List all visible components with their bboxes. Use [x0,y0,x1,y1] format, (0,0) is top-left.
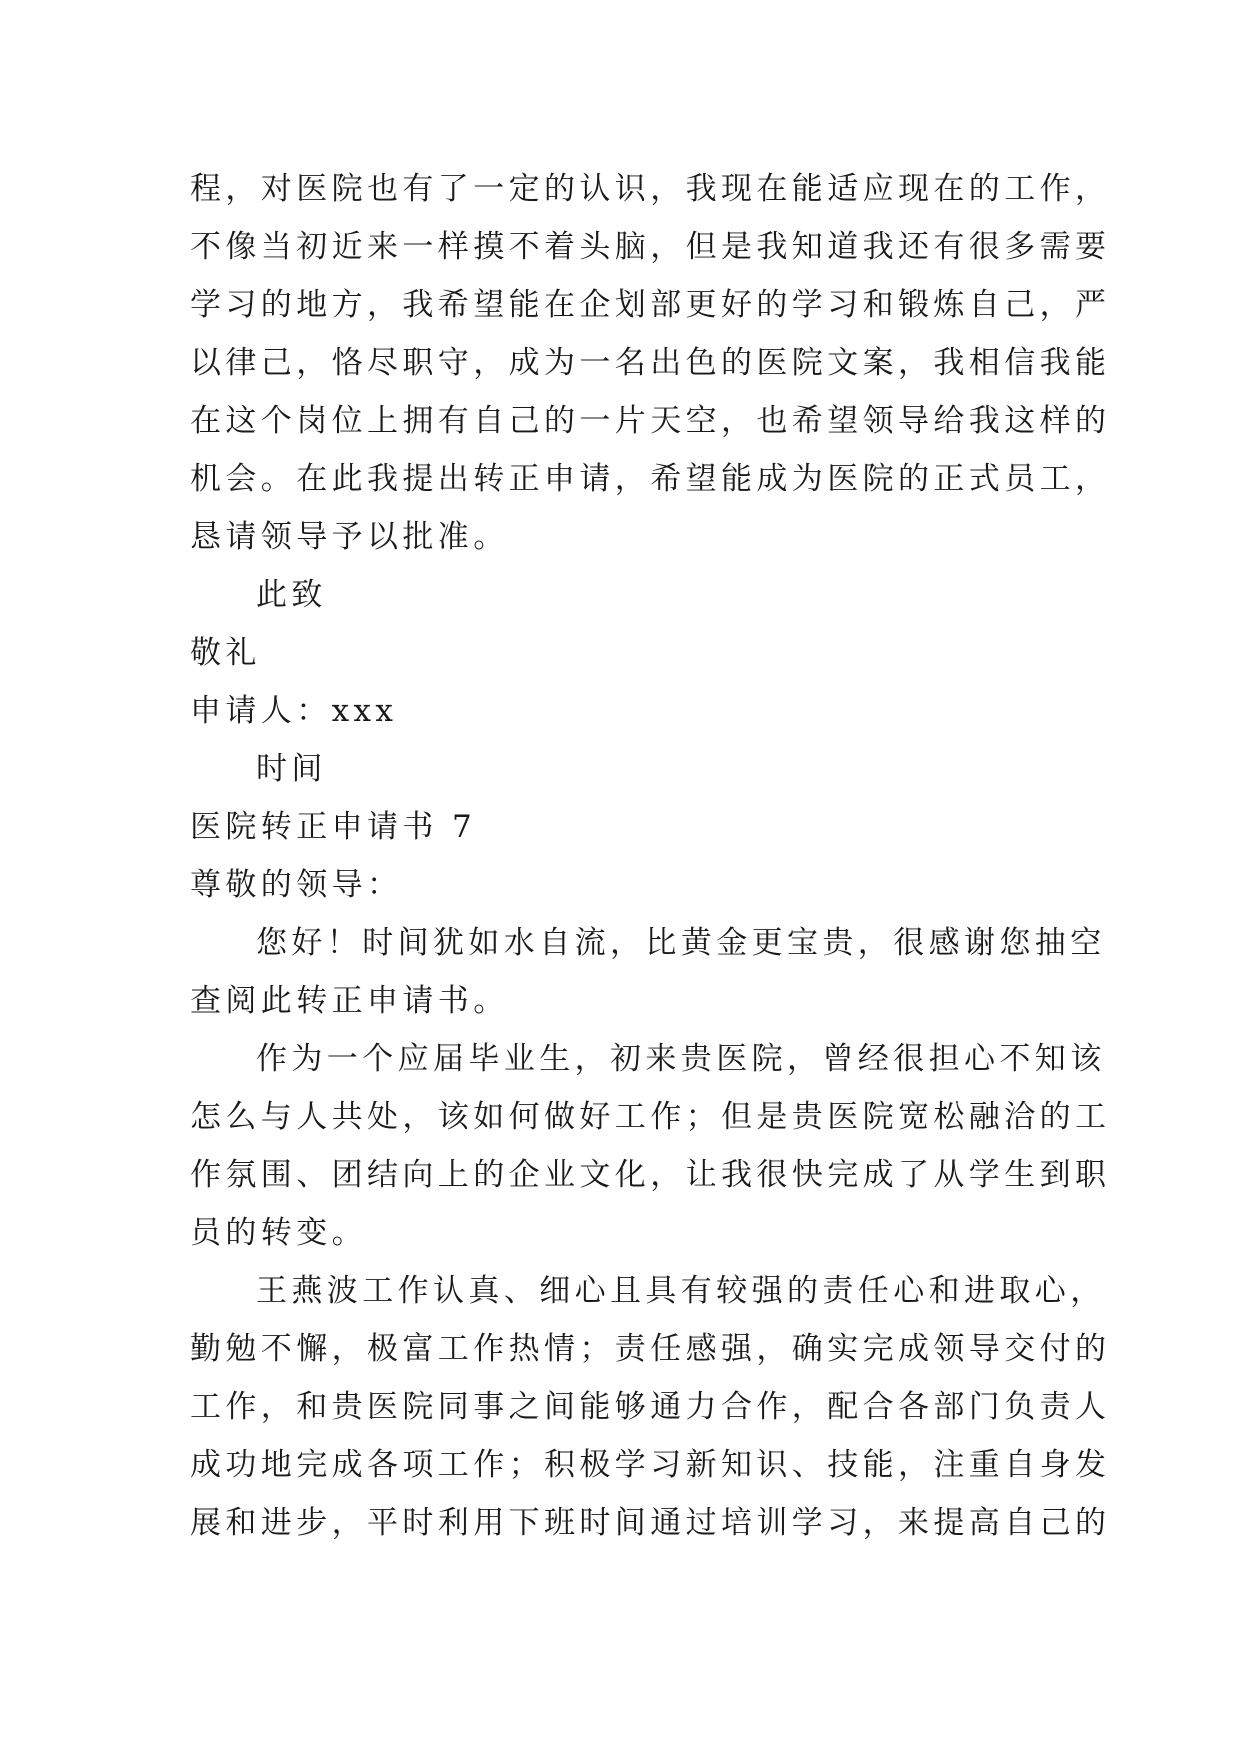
text-line: 不像当初近来一样摸不着头脑，但是我知道我还有很多需要 [190,229,1111,265]
text-line: 展和进步，平时利用下班时间通过培训学习，来提高自己的 [190,1505,1111,1541]
text-line: 机会。在此我提出转正申请，希望能成为医院的正式员工， [190,461,1111,497]
text-line: 成功地完成各项工作；积极学习新知识、技能，注重自身发 [190,1447,1111,1483]
text-line: 勤勉不懈，极富工作热情；责任感强，确实完成领导交付的 [190,1331,1111,1367]
text-line: 怎么与人共处，该如何做好工作；但是贵医院宽松融洽的工 [190,1099,1111,1135]
text-line: 时间 [256,751,327,787]
text-line: 作为一个应届毕业生，初来贵医院，曾经很担心不知该 [256,1041,1106,1077]
text-line: 在这个岗位上拥有自己的一片天空，也希望领导给我这样的 [190,403,1111,439]
text-line: 申请人：xxx [190,693,398,729]
text-line: 程，对医院也有了一定的认识，我现在能适应现在的工作， [190,171,1111,207]
text-line: 恳请领导予以批准。 [190,519,509,555]
text-line: 敬礼 [190,635,261,671]
text-line: 学习的地方，我希望能在企划部更好的学习和锻炼自己，严 [190,287,1111,323]
document-body [190,160,1111,1552]
text-line: 查阅此转正申请书。 [190,983,509,1019]
text-line: 工作，和贵医院同事之间能够通力合作，配合各部门负责人 [190,1389,1111,1425]
text-line: 员的转变。 [190,1215,367,1251]
text-line: 以律己，恪尽职守，成为一名出色的医院文案，我相信我能 [190,345,1111,381]
text-line: 此致 [256,577,327,613]
text-line: 作氛围、团结向上的企业文化，让我很快完成了从学生到职 [190,1157,1111,1193]
text-line: 医院转正申请书 7 [190,809,477,845]
text-line: 尊敬的领导： [190,867,403,903]
text-line: 您好！时间犹如水自流，比黄金更宝贵，很感谢您抽空 [256,925,1106,961]
text-line: 王燕波工作认真、细心且具有较强的责任心和进取心， [256,1273,1106,1309]
